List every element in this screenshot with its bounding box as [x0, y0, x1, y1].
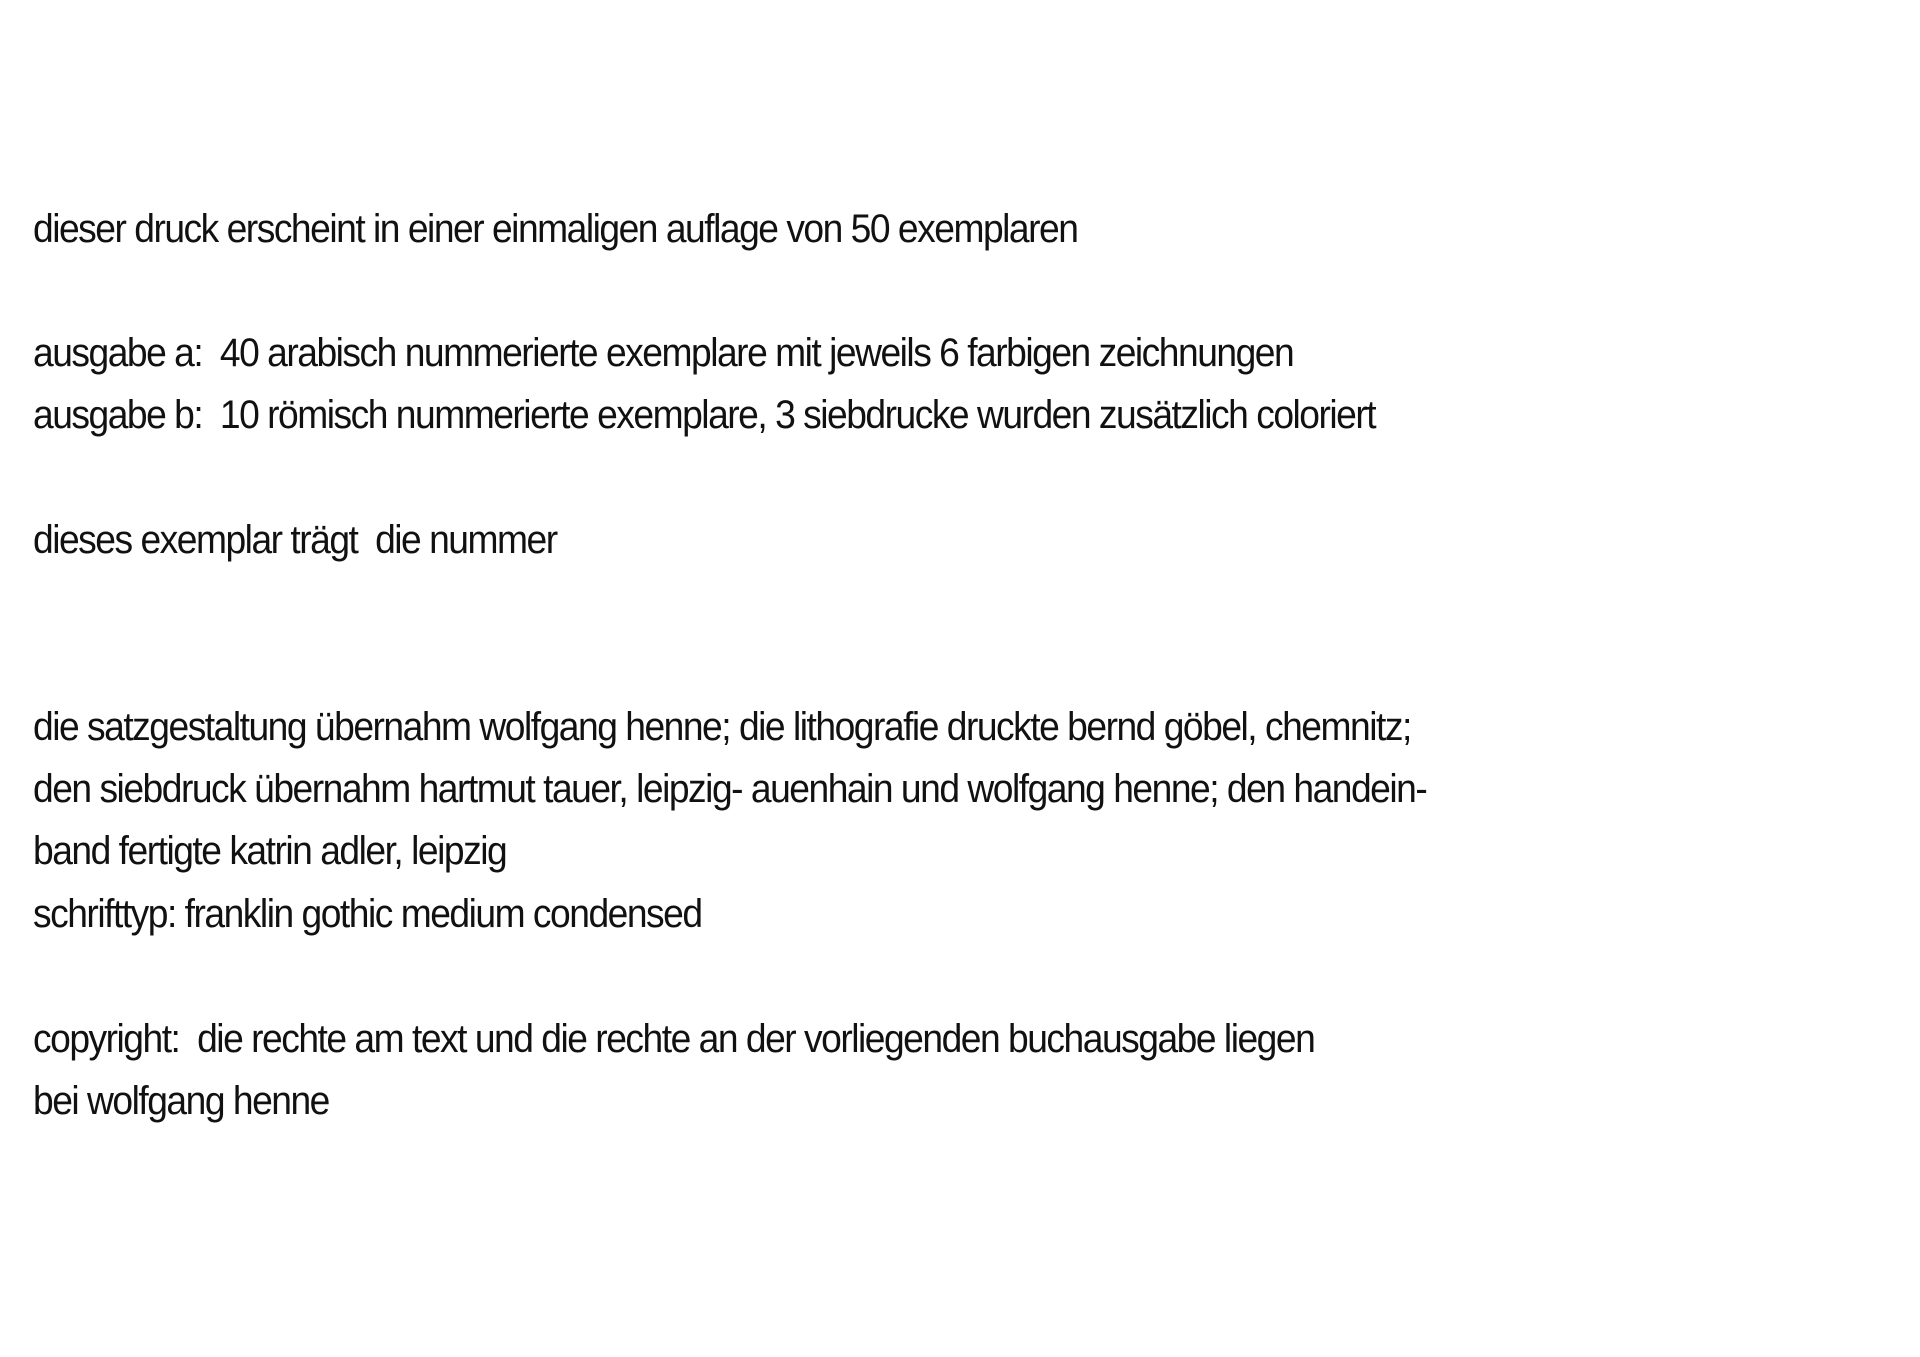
copyright-line-1: copyright: die rechte am text und die rechte an der vorliegenden buchausgabe liegen: [33, 1017, 1315, 1061]
credits-line-2: den siebdruck übernahm hartmut tauer, leipzig- auenhain und wolfgang henne; den handein-: [33, 767, 1427, 811]
edition-statement: dieser druck erscheint in einer einmaligen auflage von 50 exemplaren: [33, 207, 1078, 251]
copyright-line-2: bei wolfgang henne: [33, 1079, 329, 1123]
credits-line-3: band fertigte katrin adler, leipzig: [33, 829, 507, 873]
edition-b-line: ausgabe b: 10 römisch nummerierte exemplare, 3 siebdrucke wurden zusätzlich coloriert: [33, 393, 1376, 437]
credits-line-1: die satzgestaltung übernahm wolfgang henne; die lithografie druckte bernd göbel, chemnitz;: [33, 705, 1411, 749]
edition-a-line: ausgabe a: 40 arabisch nummerierte exemplare mit jeweils 6 farbigen zeichnungen: [33, 331, 1294, 375]
typeface-line: schrifttyp: franklin gothic medium condensed: [33, 892, 702, 936]
copy-number-line: dieses exemplar trägt die nummer: [33, 518, 557, 562]
